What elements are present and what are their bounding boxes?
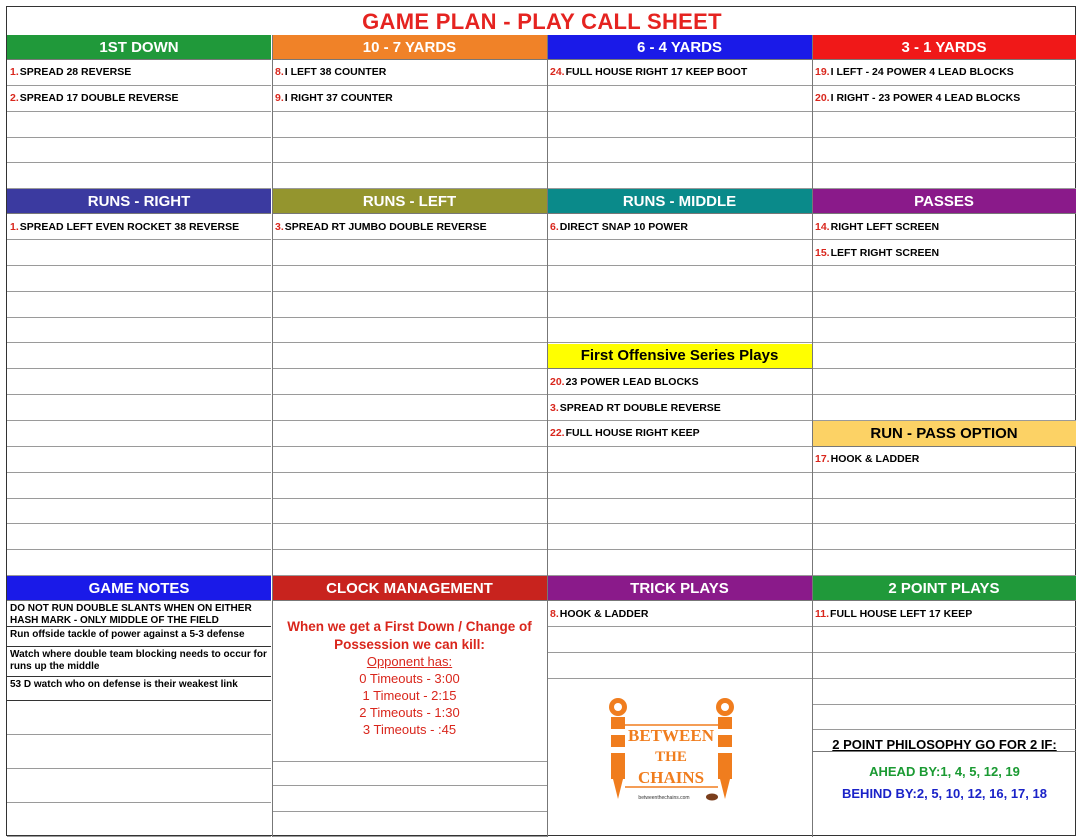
- empty-row: [272, 112, 547, 138]
- empty-row: [547, 318, 812, 344]
- empty-row: [272, 138, 547, 164]
- first-down-row: [7, 86, 271, 112]
- header-3-1-yards: 3 - 1 YARDS: [812, 35, 1076, 60]
- empty-row: [812, 473, 1076, 499]
- header-first-series: First Offensive Series Plays: [547, 344, 812, 370]
- header-runs-left: RUNS - LEFT: [272, 189, 547, 214]
- header-trick-plays: TRICK PLAYS: [547, 576, 812, 601]
- clock-line-2: Possession we can kill:: [334, 637, 485, 652]
- game-note: 53 D watch who on defense is their weakest link: [7, 677, 271, 701]
- empty-row: [7, 735, 271, 769]
- empty-row: [812, 679, 1076, 705]
- six-four-row: [547, 60, 812, 86]
- philosophy-title: 2 POINT PHILOSOPHY GO FOR 2 IF:: [832, 737, 1057, 752]
- empty-row: [7, 240, 271, 266]
- empty-row: [7, 473, 271, 499]
- column-divider: [547, 35, 548, 837]
- empty-row: [547, 266, 812, 292]
- empty-row: [812, 138, 1076, 164]
- play-call-sheet: [6, 6, 1076, 836]
- empty-row: [547, 550, 812, 576]
- empty-row: [7, 112, 271, 138]
- empty-row: [7, 769, 271, 803]
- play-name: SPREAD 28 REVERSE: [19, 66, 132, 79]
- empty-row: [272, 761, 547, 786]
- play-number: 15.: [815, 246, 830, 259]
- runs-right-row: [7, 214, 271, 240]
- empty-row: [812, 292, 1076, 318]
- empty-row: [547, 627, 812, 653]
- play-number: 3.: [275, 220, 284, 233]
- empty-row: [547, 240, 812, 266]
- play-number: 11.: [815, 607, 830, 620]
- empty-row: [547, 447, 812, 473]
- header-runs-right: RUNS - RIGHT: [7, 189, 271, 214]
- play-name: I LEFT 38 COUNTER: [284, 66, 387, 79]
- header-clock-management: CLOCK MANAGEMENT: [272, 576, 547, 601]
- empty-row: [812, 344, 1076, 370]
- play-name: RIGHT LEFT SCREEN: [830, 220, 940, 233]
- empty-row: [812, 266, 1076, 292]
- empty-row: [812, 395, 1076, 421]
- game-note: Run offside tackle of power against a 5-3 defense: [7, 627, 271, 647]
- play-number: 20.: [815, 92, 830, 105]
- empty-row: [812, 163, 1076, 189]
- between-the-chains-logo: [604, 695, 739, 805]
- empty-row: [812, 318, 1076, 344]
- empty-row: [812, 705, 1076, 731]
- play-name: SPREAD LEFT EVEN ROCKET 38 REVERSE: [19, 220, 240, 233]
- play-name: HOOK & LADDER: [559, 607, 649, 620]
- football-icon: [706, 794, 718, 801]
- empty-row: [7, 421, 271, 447]
- empty-row: [272, 240, 547, 266]
- philosophy-ahead: AHEAD BY:1, 4, 5, 12, 19: [869, 764, 1020, 779]
- play-number: 8.: [275, 66, 284, 79]
- column-divider: [812, 35, 813, 837]
- play-number: 17.: [815, 453, 830, 466]
- play-name: 23 POWER LEAD BLOCKS: [565, 375, 699, 388]
- empty-row: [272, 524, 547, 550]
- play-number: 14.: [815, 220, 830, 233]
- empty-row: [7, 447, 271, 473]
- clock-management-text: [272, 604, 547, 738]
- play-name: DIRECT SNAP 10 POWER: [559, 220, 688, 233]
- empty-row: [7, 550, 271, 576]
- play-number: 6.: [550, 220, 559, 233]
- empty-row: [547, 499, 812, 525]
- first-series-row: [547, 395, 812, 421]
- header-1st-down: 1ST DOWN: [7, 35, 271, 60]
- passes-row: [812, 240, 1076, 266]
- empty-row: [272, 395, 547, 421]
- runs-middle-row: [547, 214, 812, 240]
- three-one-row: [812, 86, 1076, 112]
- empty-row: [7, 369, 271, 395]
- empty-row: [7, 701, 271, 735]
- empty-row: [812, 112, 1076, 138]
- empty-row: [272, 812, 547, 837]
- header-runs-middle: RUNS - MIDDLE: [547, 189, 812, 214]
- logo-url: betweenthechains.com: [638, 795, 690, 801]
- opponent-has: Opponent has:: [366, 654, 453, 669]
- empty-row: [812, 653, 1076, 679]
- run-pass-row: [812, 447, 1076, 473]
- header-10-7-yards: 10 - 7 YARDS: [272, 35, 547, 60]
- empty-row: [272, 369, 547, 395]
- empty-row: [547, 163, 812, 189]
- play-number: 8.: [550, 607, 559, 620]
- empty-row: [7, 524, 271, 550]
- empty-row: [7, 499, 271, 525]
- empty-row: [812, 499, 1076, 525]
- timeout-2: 2 Timeouts - 1:30: [359, 705, 460, 720]
- empty-row: [812, 524, 1076, 550]
- empty-row: [7, 163, 271, 189]
- play-number: 2.: [10, 92, 19, 105]
- empty-row: [7, 803, 271, 837]
- header-game-notes: GAME NOTES: [7, 576, 271, 601]
- empty-row: [547, 653, 812, 679]
- first-down-row: [7, 60, 271, 86]
- chain-marker-left-icon: [609, 698, 627, 799]
- empty-row: [547, 524, 812, 550]
- empty-row: [272, 163, 547, 189]
- play-number: 19.: [815, 66, 830, 79]
- empty-row: [547, 292, 812, 318]
- play-number: 1.: [10, 66, 19, 79]
- empty-row: [547, 86, 812, 112]
- header-passes: PASSES: [812, 189, 1076, 214]
- empty-row: [7, 292, 271, 318]
- three-one-row: [812, 60, 1076, 86]
- empty-row: [272, 292, 547, 318]
- game-note: DO NOT RUN DOUBLE SLANTS WHEN ON EITHER HASH MARK - ONLY MIDDLE OF THE FIELD: [7, 601, 271, 627]
- empty-row: [272, 499, 547, 525]
- empty-row: [272, 266, 547, 292]
- empty-row: [547, 473, 812, 499]
- play-number: 1.: [10, 220, 19, 233]
- play-name: FULL HOUSE RIGHT KEEP: [565, 427, 700, 440]
- empty-row: [812, 369, 1076, 395]
- timeout-3: 3 Timeouts - :45: [362, 722, 457, 737]
- empty-row: [272, 318, 547, 344]
- play-name: I RIGHT - 23 POWER 4 LEAD BLOCKS: [830, 92, 1021, 105]
- empty-row: [272, 421, 547, 447]
- empty-row: [272, 550, 547, 576]
- empty-row: [7, 318, 271, 344]
- header-6-4-yards: 6 - 4 YARDS: [547, 35, 812, 60]
- philosophy-behind: BEHIND BY:2, 5, 10, 12, 16, 17, 18: [842, 786, 1047, 801]
- empty-row: [812, 627, 1076, 653]
- logo-line-2: THE: [655, 749, 687, 765]
- play-number: 24.: [550, 66, 565, 79]
- play-name: FULL HOUSE LEFT 17 KEEP: [830, 607, 973, 620]
- play-name: HOOK & LADDER: [830, 453, 920, 466]
- play-name: SPREAD RT JUMBO DOUBLE REVERSE: [284, 220, 487, 233]
- game-note: Watch where double team blocking needs to occur for runs up the middle: [7, 647, 271, 677]
- ten-seven-row: [272, 60, 547, 86]
- empty-row: [7, 266, 271, 292]
- logo-line-1: BETWEEN: [628, 726, 714, 745]
- play-name: I LEFT - 24 POWER 4 LEAD BLOCKS: [830, 66, 1014, 79]
- first-series-row: [547, 421, 812, 447]
- empty-row: [7, 344, 271, 370]
- header-2-point-plays: 2 POINT PLAYS: [812, 576, 1076, 601]
- chain-marker-right-icon: [716, 698, 734, 799]
- empty-row: [547, 138, 812, 164]
- play-name: FULL HOUSE RIGHT 17 KEEP BOOT: [565, 66, 748, 79]
- sheet-title: GAME PLAN - PLAY CALL SHEET: [362, 9, 722, 34]
- play-name: SPREAD RT DOUBLE REVERSE: [559, 401, 721, 414]
- ten-seven-row: [272, 86, 547, 112]
- clock-line-1: When we get a First Down / Change of: [287, 619, 532, 634]
- empty-row: [272, 473, 547, 499]
- timeout-0: 0 Timeouts - 3:00: [359, 671, 460, 686]
- trick-row: [547, 601, 812, 627]
- play-name: I RIGHT 37 COUNTER: [284, 92, 393, 105]
- empty-row: [7, 138, 271, 164]
- play-name: SPREAD 17 DOUBLE REVERSE: [19, 92, 179, 105]
- passes-row: [812, 214, 1076, 240]
- empty-row: [812, 550, 1076, 576]
- runs-left-row: [272, 214, 547, 240]
- play-number: 20.: [550, 375, 565, 388]
- logo-line-3: CHAINS: [637, 768, 705, 787]
- first-series-row: [547, 369, 812, 395]
- play-number: 22.: [550, 427, 565, 440]
- play-number: 9.: [275, 92, 284, 105]
- empty-row: [547, 112, 812, 138]
- empty-row: [272, 786, 547, 811]
- play-number: 3.: [550, 401, 559, 414]
- play-name: LEFT RIGHT SCREEN: [830, 246, 940, 259]
- header-run-pass-option: RUN - PASS OPTION: [812, 421, 1076, 447]
- empty-row: [7, 395, 271, 421]
- two-point-row: [812, 601, 1076, 627]
- empty-row: [272, 344, 547, 370]
- timeout-1: 1 Timeout - 2:15: [362, 688, 457, 703]
- empty-row: [272, 447, 547, 473]
